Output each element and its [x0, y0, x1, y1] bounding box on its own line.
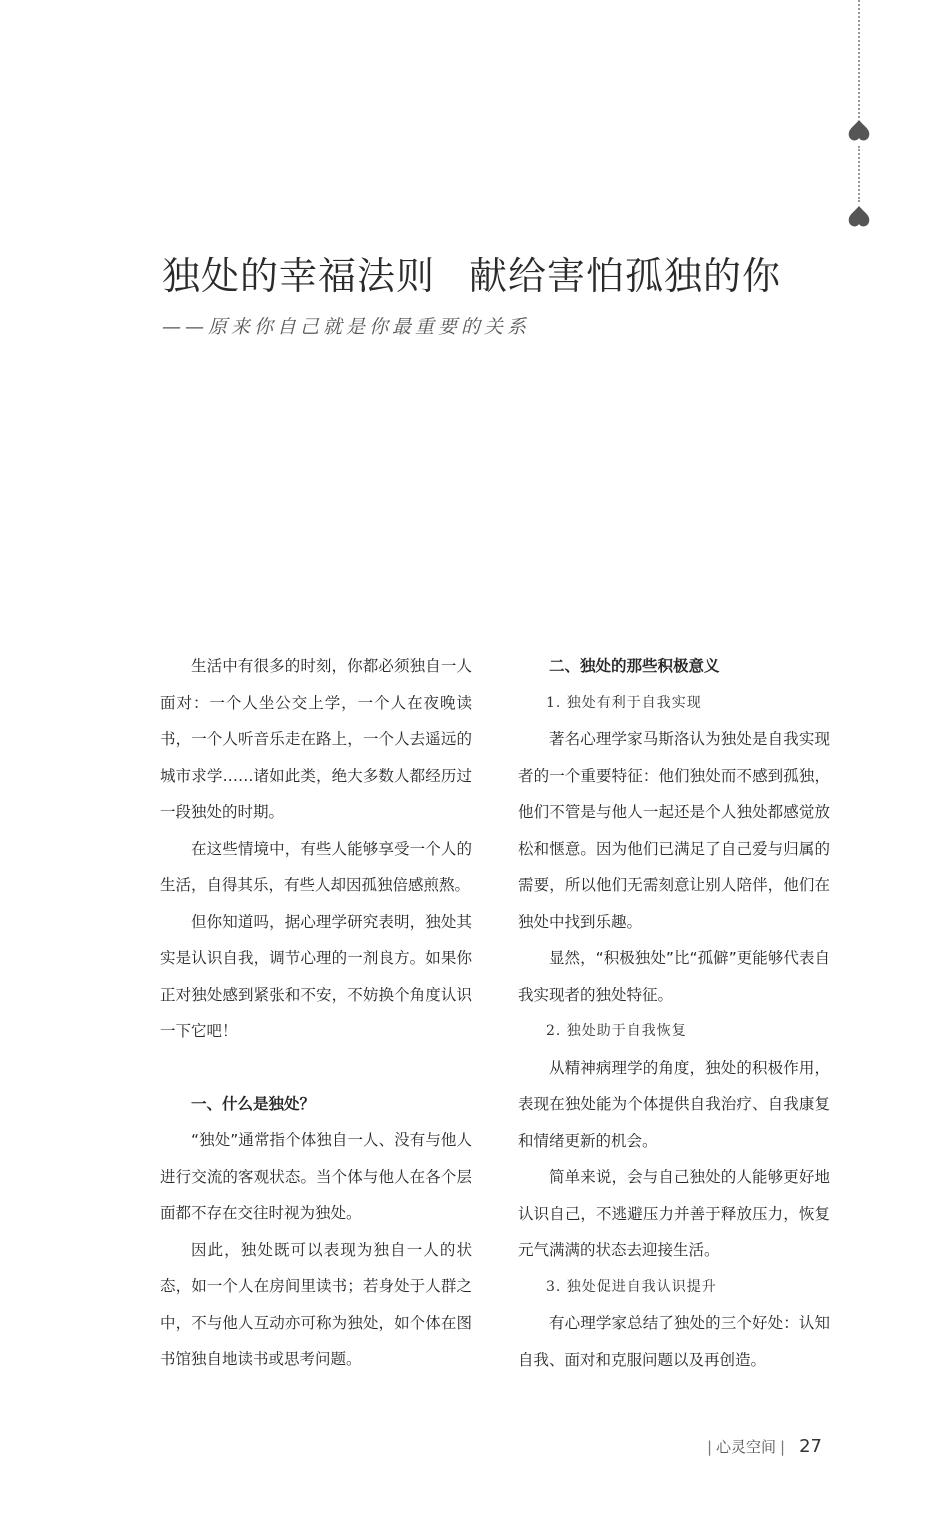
- paragraph: 生活中有很多的时刻，你都必须独自一人面对：一个人坐公交上学，一个人在夜晚读书，一个人听音乐走在路上，一个人去遥远的城市求学……诸如此类，绝大多数人都经历过一段独处的时期。: [160, 657, 472, 821]
- divider: |: [780, 1438, 786, 1456]
- paragraph: 在这些情境中，有些人能够享受一个人的生活，自得其乐，有些人却因孤独倍感煎熬。: [160, 839, 472, 894]
- paragraph: 从精神病理学的角度，独处的积极作用，表现在独处能为个体提供自我治疗、自我康复和情绪更新的机会。: [518, 1058, 830, 1150]
- decorative-dotted-line: [858, 0, 860, 118]
- paragraph: 显然，“积极独处”比“孤僻”更能够代表自我实现者的独处特征。: [518, 949, 830, 1004]
- right-column: [518, 648, 830, 1378]
- paragraph: “独处”通常指个体独自一人、没有与他人进行交流的客观状态。当个体与他人在各个层面都不存在交往时视为独处。: [160, 1131, 472, 1222]
- page-title: [162, 245, 781, 300]
- page-number: 27: [799, 1436, 822, 1457]
- subsection-heading: 3. 独处促进自我认识提升: [546, 1278, 717, 1295]
- decorative-dotted-line: [858, 146, 860, 202]
- divider: |: [706, 1438, 713, 1456]
- paragraph: 因此，独处既可以表现为独自一人的状态，如一个人在房间里读书；若身处于人群之中，不与他人互动亦可称为独处，如个体在图书馆独自地读书或思考问题。: [160, 1240, 472, 1368]
- paragraph: 有心理学家总结了独处的三个好处：认知自我、面对和克服问题以及再创造。: [518, 1314, 830, 1369]
- page-subtitle: ——原来你自己就是你最重要的关系: [162, 316, 531, 338]
- paragraph: 简单来说，会与自己独处的人能够更好地认识自己，不逃避压力并善于释放压力，恢复元气满满的状态去迎接生活。: [518, 1168, 830, 1259]
- paragraph: 但你知道吗，据心理学研究表明，独处其实是认识自我，调节心理的一剂良方。如果你正对独处感到紧张和不安，不妨换个角度认识一下它吧！: [160, 912, 472, 1040]
- heart-icon: [845, 116, 873, 144]
- subsection-heading: 2. 独处助于自我恢复: [546, 1023, 687, 1039]
- section-heading: 二、独处的那些积极意义: [549, 657, 720, 675]
- title-part-2: 献给害怕孤独的你: [469, 254, 782, 298]
- section-name: 心灵空间: [716, 1438, 777, 1456]
- page-footer: [703, 1436, 822, 1457]
- title-part-1: 独处的幸福法则: [162, 254, 436, 298]
- heart-icon: [845, 202, 873, 230]
- section-heading: 一、什么是独处？: [191, 1094, 316, 1113]
- paragraph: 著名心理学家马斯洛认为独处是自我实现者的一个重要特征：他们独处而不感到孤独，他们不管是与他人一起还是个人独处都感觉放松和惬意。因为他们已满足了自己爱与归属的需要，所以他们无需刻意让别人陪伴，他们在独处中找到乐趣。: [518, 730, 830, 931]
- subsection-heading: 1. 独处有利于自我实现: [546, 694, 702, 711]
- left-column: [160, 648, 472, 1378]
